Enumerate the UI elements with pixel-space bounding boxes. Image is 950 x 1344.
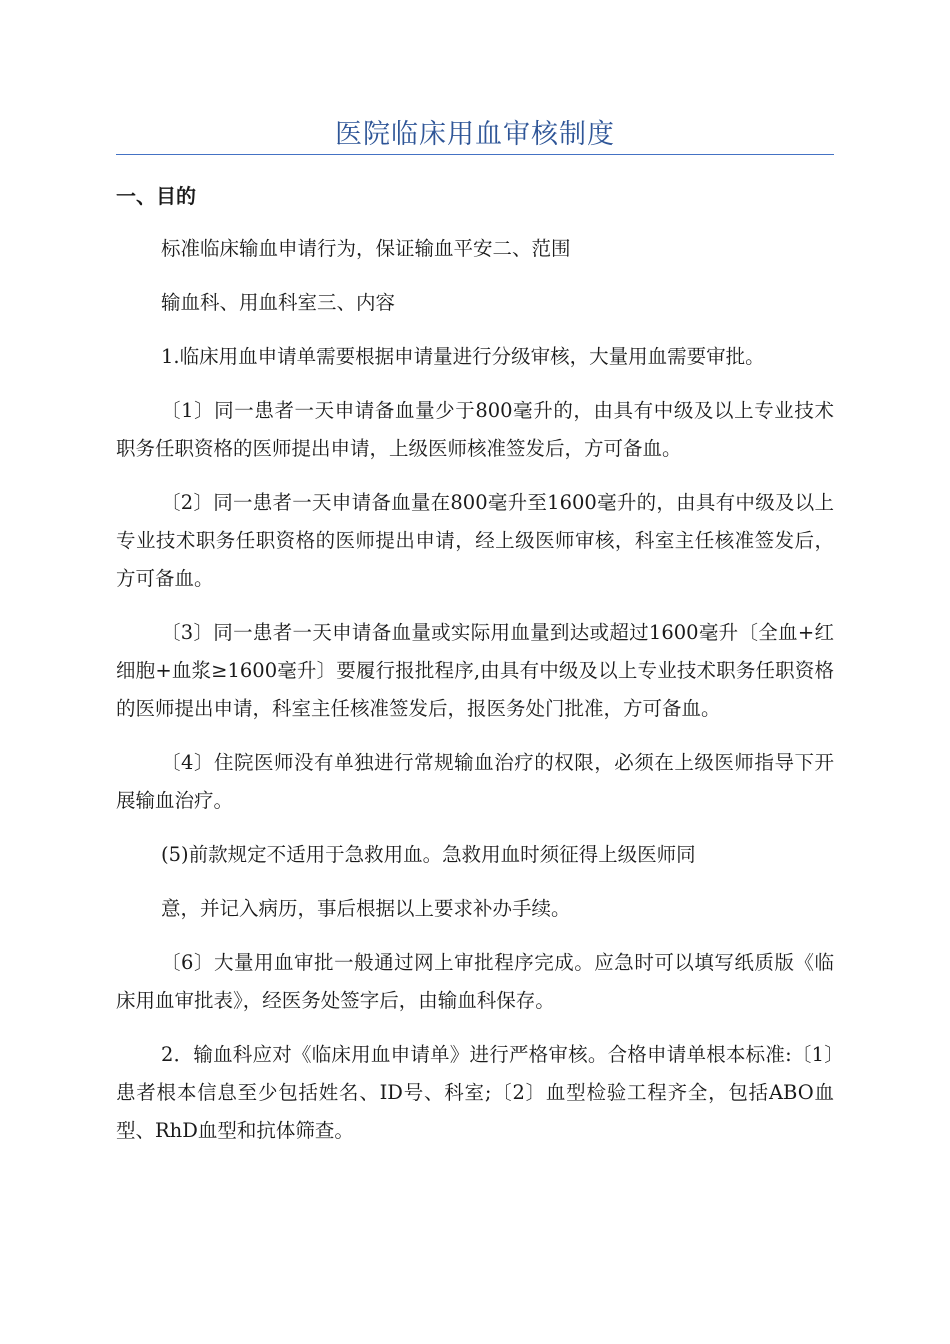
title-divider [116, 154, 834, 155]
paragraph: 1.临床用血申请单需要根据申请量进行分级审核，大量用血需要审批。 [161, 345, 765, 368]
paragraph: 标准临床输血申请行为，保证输血平安二、范围 [161, 237, 571, 260]
paragraph: 〔6〕大量用血审批一般通过网上审批程序完成。应急时可以填写纸质版《临床用血审批表》，经医务处签字后，由输血科保存。 [116, 951, 834, 1012]
paragraph: (5)前款规定不适用于急救用血。急救用血时须征得上级医师同 [161, 843, 696, 866]
paragraph: 2．输血科应对《临床用血申请单》进行严格审核。合格申请单根本标准:〔1〕患者根本信息至少包括姓名、ID号、科室;〔2〕血型检验工程齐全，包括ABO血型、RhD血型和抗体筛查。 [116, 1043, 834, 1142]
paragraph: 输血科、用血科室三、内容 [161, 291, 396, 314]
paragraph: 〔2〕同一患者一天申请备血量在800毫升至1600毫升的，由具有中级及以上专业技术职务任职资格的医师提出申请，经上级医师审核，科室主任核准签发后，方可备血。 [116, 491, 834, 590]
section-heading-purpose: 一、目的 [116, 184, 196, 208]
document-body [116, 230, 834, 1166]
document-title: 医院临床用血审核制度 [335, 119, 615, 150]
paragraph: 〔4〕住院医师没有单独进行常规输血治疗的权限，必须在上级医师指导下开展输血治疗。 [116, 751, 834, 812]
paragraph: 〔1〕同一患者一天申请备血量少于800毫升的，由具有中级及以上专业技术职务任职资格的医师提出申请，上级医师核准签发后，方可备血。 [116, 399, 834, 460]
paragraph: 〔3〕同一患者一天申请备血量或实际用血量到达或超过1600毫升〔全血+红细胞+血浆≥1600毫升〕要履行报批程序,由具有中级及以上专业技术职务任职资格的医师提出申请，科室主任核准签发后，报医务处门批准，方可备血。 [116, 621, 834, 720]
paragraph: 意，并记入病历，事后根据以上要求补办手续。 [161, 897, 571, 920]
